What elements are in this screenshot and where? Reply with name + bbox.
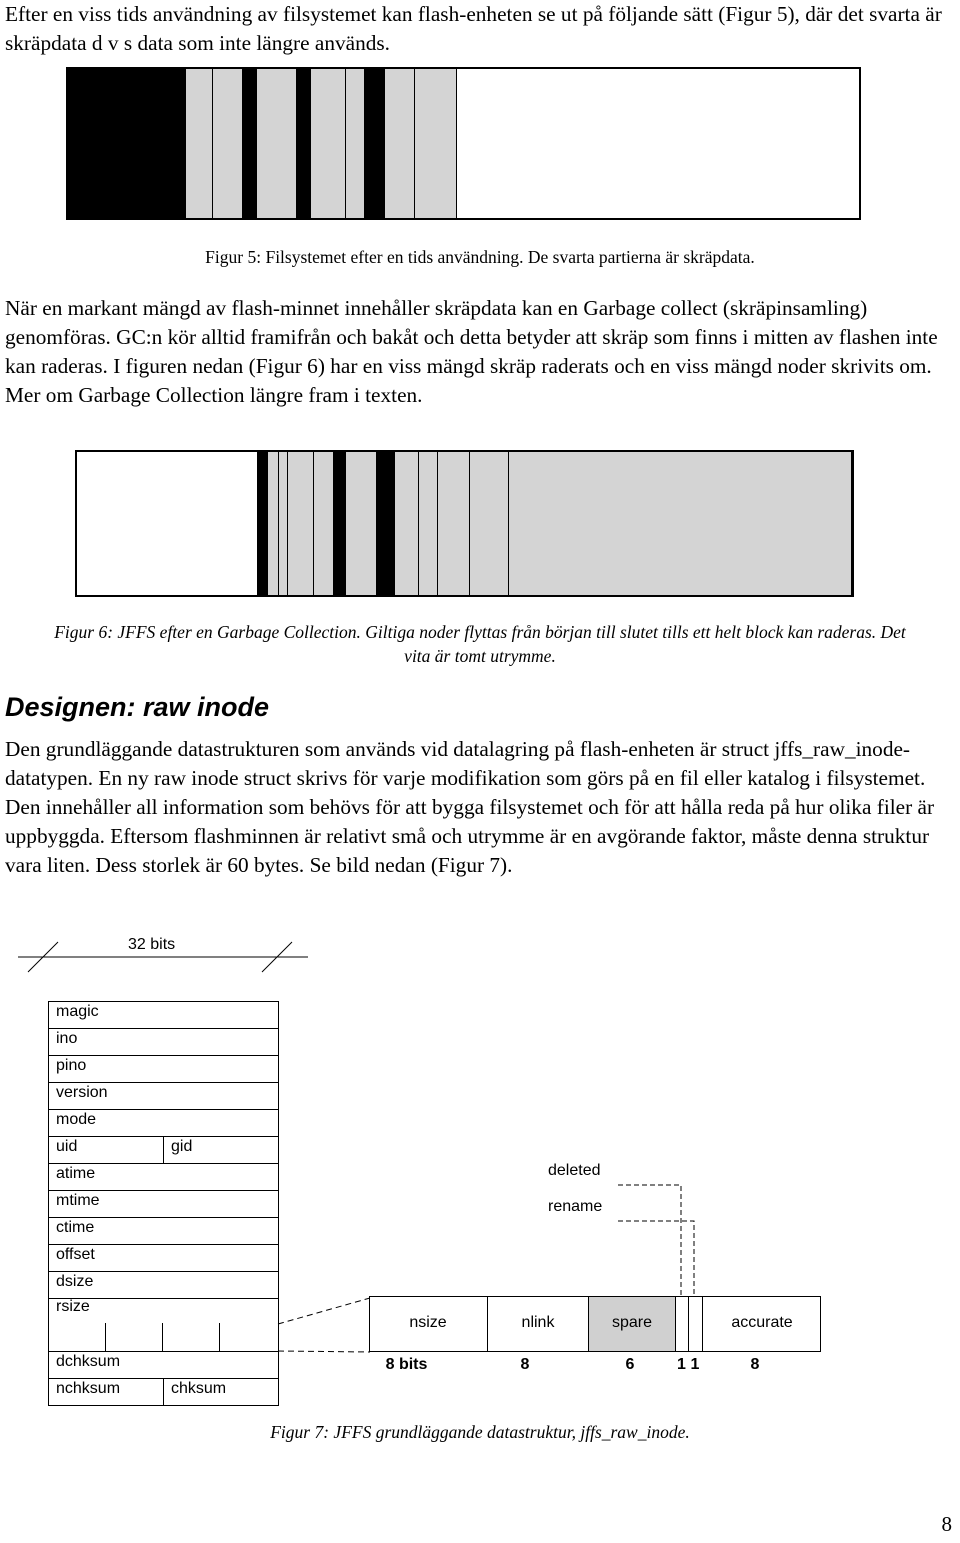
figure5-segment bbox=[68, 69, 186, 218]
nsize-width: 8 bits bbox=[385, 1356, 428, 1373]
nsize-cell bbox=[369, 1297, 487, 1351]
nlink-cell bbox=[487, 1297, 588, 1351]
figure5-strip bbox=[66, 67, 861, 220]
field-dchksum bbox=[48, 1351, 279, 1379]
figure5-caption bbox=[0, 245, 960, 269]
figure6-segment bbox=[346, 452, 377, 595]
field-label: magic bbox=[56, 1003, 99, 1020]
field-dsize bbox=[48, 1271, 279, 1299]
field-mtime bbox=[48, 1190, 279, 1218]
field-label: pino bbox=[56, 1057, 87, 1074]
figure5-segment bbox=[415, 69, 457, 218]
accurate-label: accurate bbox=[731, 1314, 793, 1331]
figure6-segment bbox=[77, 452, 257, 595]
figure6-segment bbox=[509, 452, 852, 595]
field-label: dchksum bbox=[56, 1353, 121, 1370]
accurate-cell bbox=[702, 1297, 821, 1351]
intro-paragraph: Efter en viss tids användning av filsystemet kan flash-enheten se ut på följande sätt (Figur 5), där det svarta är skräpdata d v s data som inte längre används. bbox=[5, 2, 942, 55]
figure6-segment bbox=[288, 452, 314, 595]
field-ctime bbox=[48, 1217, 279, 1245]
field-label: version bbox=[56, 1084, 108, 1101]
width-label: 32 bits bbox=[128, 936, 176, 953]
rename-width: 1 bbox=[690, 1356, 700, 1373]
field-pino bbox=[48, 1055, 279, 1083]
figure5-segment bbox=[213, 69, 243, 218]
field-uid bbox=[48, 1136, 164, 1164]
figure5-segment bbox=[257, 69, 297, 218]
figure5-segment bbox=[297, 69, 311, 218]
field-label: offset bbox=[56, 1246, 95, 1263]
field-label: dsize bbox=[56, 1273, 94, 1290]
field-offset bbox=[48, 1244, 279, 1272]
rename-label: rename bbox=[548, 1198, 603, 1215]
field-label: uid bbox=[56, 1138, 78, 1155]
deleted-label: deleted bbox=[548, 1162, 601, 1179]
field-packed-row bbox=[48, 1323, 106, 1352]
field-chksum bbox=[163, 1378, 279, 1406]
field-label: ctime bbox=[56, 1219, 95, 1236]
design-paragraph: Den grundläggande datastrukturen som används vid datalagring på flash-enheten är struct jffs_raw_inode-datatypen. En ny raw inode struct skrivs för varje modifikation som görs på en fil eller katalog i filsystemet. Den innehåller all information som behövs för att bygga filsystemet och för att hålla reda på hur olika filer är uppbyggda. Eftersom flashminnen är relativt små och utrymme är en avgörande faktor, måste denna struktur vara liten. Dess storlek är 60 bytes. Se bild nedan (Figur 7). bbox=[5, 737, 935, 877]
field-version bbox=[48, 1082, 279, 1110]
field-label: rsize bbox=[56, 1298, 90, 1315]
field-nchksum bbox=[48, 1378, 164, 1406]
figure5-segment bbox=[186, 69, 213, 218]
field-gid bbox=[163, 1136, 279, 1164]
figure6-segment bbox=[257, 452, 268, 595]
field-magic bbox=[48, 1001, 279, 1029]
page-number: 8 bbox=[941, 1512, 952, 1536]
field-ino bbox=[48, 1028, 279, 1056]
figure7-caption: Figur 7: JFFS grundläggande datastruktur, jffs_raw_inode. bbox=[270, 1422, 690, 1442]
field-label: mode bbox=[56, 1111, 97, 1128]
field-label: nchksum bbox=[56, 1380, 121, 1397]
accurate-width: 8 bbox=[750, 1356, 760, 1373]
spare-cell bbox=[588, 1297, 675, 1351]
figure6-segment bbox=[377, 452, 395, 595]
figure6-segment bbox=[334, 452, 346, 595]
field-mode bbox=[48, 1109, 279, 1137]
expansion-lines bbox=[270, 1280, 380, 1360]
figure6-segment bbox=[438, 452, 470, 595]
figure5-segment bbox=[243, 69, 257, 218]
figure6-caption: Figur 6: JFFS efter en Garbage Collection. Giltiga noder flyttas från början till slutet tills ett helt block kan raderas. Det vita är tomt utrymme. bbox=[54, 622, 906, 666]
field-label: chksum bbox=[171, 1380, 227, 1397]
deleted-width: 1 bbox=[677, 1356, 686, 1373]
figure6-segment bbox=[314, 452, 334, 595]
section-heading: Designen: raw inode bbox=[5, 692, 270, 722]
figure6-segment bbox=[395, 452, 419, 595]
field-rsize bbox=[48, 1298, 279, 1324]
figure5-segment bbox=[457, 69, 859, 218]
field-packed-row bbox=[162, 1323, 220, 1352]
field-label: mtime bbox=[56, 1192, 100, 1209]
nlink-label: nlink bbox=[521, 1314, 555, 1331]
deleted-bit-cell bbox=[675, 1297, 688, 1351]
figure5-segment bbox=[385, 69, 415, 218]
nlink-width: 8 bbox=[520, 1356, 530, 1373]
figure5-caption-text: Figur 5: Filsystemet efter en tids användning. De svarta partierna är skräpdata. bbox=[205, 247, 755, 267]
field-label: gid bbox=[171, 1138, 193, 1155]
field-packed-row bbox=[105, 1323, 163, 1352]
flag-leader-lines bbox=[540, 1165, 720, 1300]
figure6-strip bbox=[75, 450, 854, 597]
gc-paragraph: När en markant mängd av flash-minnet innehåller skräpdata kan en Garbage collect (skräpinsamling) genomföras. GC:n kör alltid framifrån och bakåt och detta betyder att skräp som finns i mitten av flashen inte kan raderas. I figuren nedan (Figur 6) har en viss mängd skräp raderats och en viss mängd noder skrivits om. Mer om Garbage Collection längre fram i texten. bbox=[5, 296, 938, 407]
spare-label: spare bbox=[611, 1314, 653, 1331]
field-atime bbox=[48, 1163, 279, 1191]
spare-width: 6 bbox=[625, 1356, 635, 1373]
figure6-segment bbox=[470, 452, 509, 595]
figure6-segment bbox=[279, 452, 288, 595]
figure5-segment bbox=[346, 69, 365, 218]
figure6-segment bbox=[419, 452, 438, 595]
field-label: ino bbox=[56, 1030, 78, 1047]
figure5-segment bbox=[311, 69, 346, 218]
field-label: atime bbox=[56, 1165, 96, 1182]
nsize-label: nsize bbox=[409, 1314, 447, 1331]
figure5-segment bbox=[365, 69, 385, 218]
rename-bit-cell bbox=[688, 1297, 702, 1351]
figure6-segment bbox=[268, 452, 279, 595]
